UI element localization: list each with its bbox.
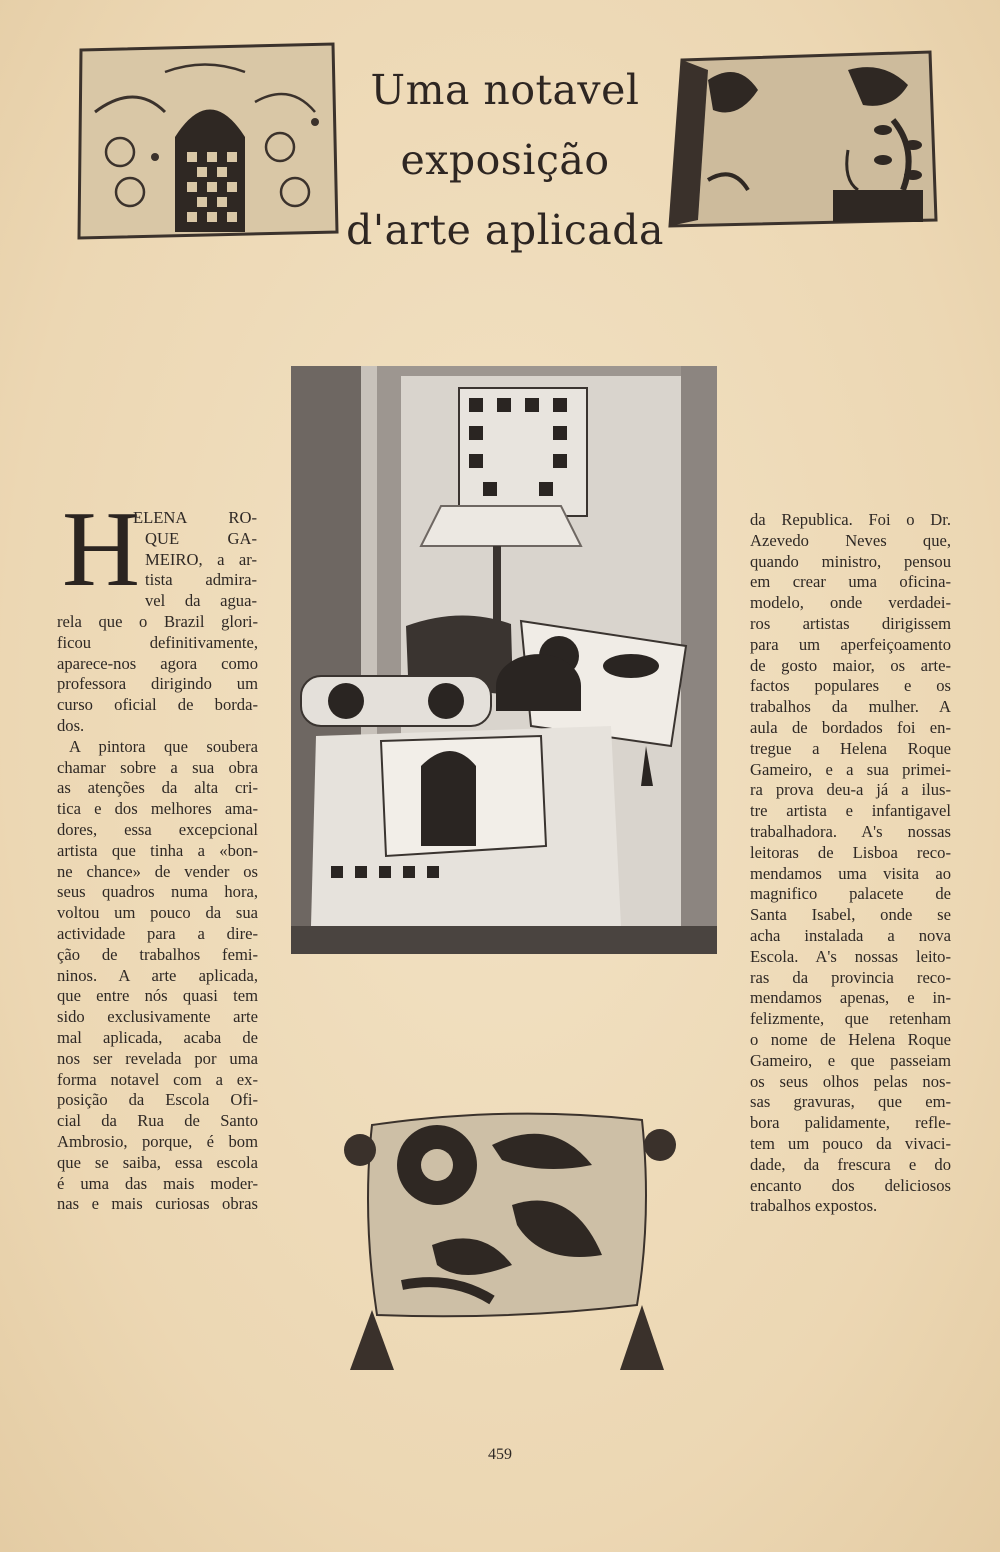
exhibition-chair-photo bbox=[291, 366, 717, 954]
title-line: Uma notavel bbox=[370, 66, 640, 114]
text-line: ne chance» de vender os bbox=[57, 861, 258, 881]
embroidered-pillow-photo-right bbox=[668, 50, 940, 230]
text-line: magnifico palacete de bbox=[750, 884, 951, 904]
text-line: tem um pouco da vivaci- bbox=[750, 1133, 951, 1153]
text-line: aparece-nos agora como bbox=[57, 653, 258, 673]
article-title bbox=[345, 55, 665, 265]
text-line: professora dirigindo um bbox=[57, 674, 258, 694]
text-line: Azevedo Neves que, bbox=[750, 530, 951, 550]
text-line: posição da Escola Ofi- bbox=[57, 1090, 258, 1110]
text-line: mal aplicada, acaba de bbox=[57, 1027, 258, 1047]
embroidered-pillow-photo-left bbox=[75, 42, 340, 242]
text-line: o nome de Helena Roque bbox=[750, 1029, 951, 1049]
text-line: bora palidamente, refle- bbox=[750, 1113, 951, 1133]
text-line: QUE GA- bbox=[145, 528, 257, 548]
text-line: ninos. A arte aplicada, bbox=[57, 965, 258, 985]
text-line: Gameiro, e a sua primei- bbox=[750, 759, 951, 779]
text-line: da Republica. Foi o Dr. bbox=[750, 510, 951, 529]
text-line: cial da Rua de Santo bbox=[57, 1111, 258, 1131]
text-line: tica e dos melhores ama- bbox=[57, 799, 258, 819]
drop-cap: H bbox=[62, 490, 140, 609]
text-line: actividade para a dire- bbox=[57, 923, 258, 943]
text-line: vel da agua- bbox=[145, 591, 257, 611]
text-line: encanto dos deliciosos bbox=[750, 1175, 951, 1195]
text-line: MEIRO, a ar- bbox=[145, 549, 257, 569]
text-line: Ambrosio, porque, é bom bbox=[57, 1131, 258, 1151]
right-column-body bbox=[750, 510, 951, 1217]
text-line: é uma das mais moder- bbox=[57, 1173, 258, 1193]
text-line: felizmente, que retenham bbox=[750, 1009, 951, 1029]
text-line: trabalhadora. A's nossas bbox=[750, 821, 951, 841]
text-line: aula de bordados foi en- bbox=[750, 717, 951, 737]
text-line: de gosto maior, os arte- bbox=[750, 655, 951, 675]
text-line: mendamos uma visita ao bbox=[750, 863, 951, 883]
text-line: que se saiba, essa escola bbox=[57, 1152, 258, 1172]
text-line: ficou definitivamente, bbox=[57, 632, 258, 652]
text-line: A pintora que soubera bbox=[69, 736, 258, 756]
text-line: tre artista e infantigavel bbox=[750, 801, 951, 821]
text-line: os seus olhos pelas nos- bbox=[750, 1071, 951, 1091]
text-line: factos populares e os bbox=[750, 676, 951, 696]
text-line: rela que o Brazil glori- bbox=[57, 612, 258, 631]
page-number: 459 bbox=[488, 1446, 512, 1463]
text-line: artista que tinha a «bon- bbox=[57, 840, 258, 860]
text-line: seus quadros numa hora, bbox=[57, 882, 258, 902]
text-line: trabalhos expostos. bbox=[750, 1196, 878, 1216]
text-line: para um aperfeiçoamento bbox=[750, 634, 951, 654]
text-line: que entre nós quasi tem bbox=[57, 986, 258, 1006]
text-line: ros artistas dirigissem bbox=[750, 613, 951, 633]
text-line: tista admira- bbox=[145, 570, 257, 590]
text-line: tregue a Helena Roque bbox=[750, 738, 951, 758]
text-line: quando ministro, pensou bbox=[750, 551, 951, 571]
text-line: modelo, onde verdadei- bbox=[750, 593, 951, 613]
text-line: nos ser revelada por uma bbox=[57, 1048, 258, 1068]
title-line: d'arte aplicada bbox=[346, 206, 664, 254]
text-line: sido exclusivamente arte bbox=[57, 1007, 258, 1027]
text-line: nas e mais curiosas obras bbox=[57, 1194, 258, 1214]
text-line: chamar sobre a sua obra bbox=[57, 757, 258, 777]
text-line: dos. bbox=[57, 715, 85, 735]
text-line: voltou um pouco da sua bbox=[57, 903, 258, 923]
text-line: acha instalada a nova bbox=[750, 925, 951, 945]
text-line: forma notavel com a ex- bbox=[57, 1069, 258, 1089]
text-line: Santa Isabel, onde se bbox=[750, 905, 951, 925]
text-line: mendamos apenas, e in- bbox=[750, 988, 951, 1008]
text-line: dade, da frescura e do bbox=[750, 1154, 951, 1174]
text-line: em crear uma oficina- bbox=[750, 572, 951, 592]
text-line: sas gravuras, que em- bbox=[750, 1092, 951, 1112]
tasseled-pillow-photo bbox=[342, 1105, 678, 1380]
text-line: curso oficial de borda- bbox=[57, 695, 258, 715]
text-line: Gameiro, e que passeiam bbox=[750, 1050, 951, 1070]
left-column-body bbox=[57, 612, 258, 1215]
text-line: leitoras de Lisboa reco- bbox=[750, 842, 951, 862]
left-column-indent-block bbox=[133, 508, 257, 612]
title-line: exposição bbox=[400, 136, 610, 184]
text-line: Escola. A's nossas leito- bbox=[750, 946, 951, 966]
text-line: ra prova deu-a já a ilus- bbox=[750, 780, 951, 800]
text-line: trabalhos da mulher. A bbox=[750, 697, 951, 717]
text-line: ras da provincia reco- bbox=[750, 967, 951, 987]
text-line: as atenções da alta cri- bbox=[57, 778, 258, 798]
text-line: ELENA RO- bbox=[133, 508, 257, 527]
text-line: ção de trabalhos femi- bbox=[57, 944, 258, 964]
text-line: dores, essa excepcional bbox=[57, 819, 258, 839]
